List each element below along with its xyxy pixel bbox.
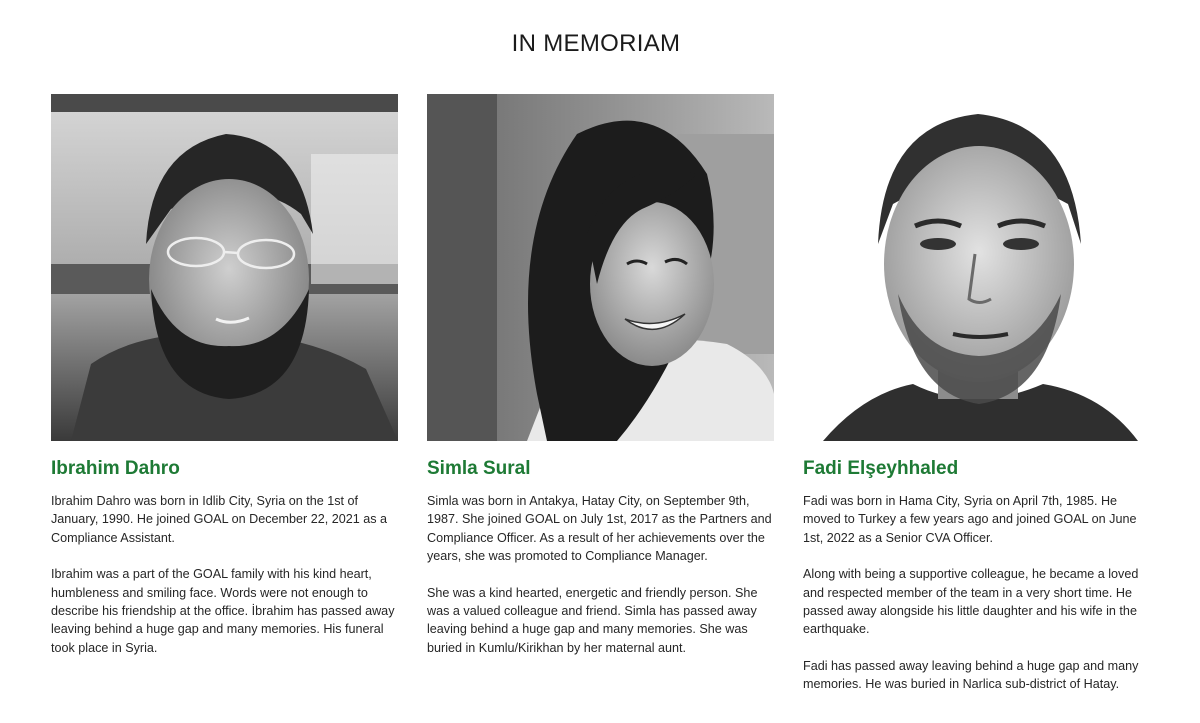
bio-paragraph: Ibrahim Dahro was born in Idlib City, Syria on the 1st of January, 1990. He joined GOAL on December 22, 2021 as a Compliance Assistant. [51, 494, 388, 545]
bio-paragraph: Ibrahim was a part of the GOAL family with his kind heart, humbleness and smiling face. Words were not enough to describe his friendship at the office. İbrahim has passed away leaving behind a huge gap and many memories. His funeral took place in Syria. [51, 567, 395, 655]
portrait-photo-ibrahim-dahro-image [51, 94, 398, 441]
bio-paragraph: Simla was born in Antakya, Hatay City, on September 9th, 1987. She joined GOAL on July 1st, 2017 as the Partners and Compliance Officer. As a result of her achievements over the years, she was promoted to Compliance Manager. [427, 494, 772, 564]
memorial-card-ibrahim-dahro [51, 94, 398, 657]
portrait-photo-fadi-elseyhhaled-image [803, 94, 1150, 441]
portrait-photo-ibrahim-dahro [51, 94, 398, 441]
portrait-photo-simla-sural-image [427, 94, 774, 441]
bio-paragraph: Along with being a supportive colleague, he became a loved and respected member of the team in a very short time. He passed away alongside his little daughter and his wife in the earthquake. [803, 567, 1139, 637]
bio-paragraph: Fadi was born in Hama City, Syria on April 7th, 1985. He moved to Turkey a few years ago and joined GOAL on June 1st, 2022 as a Senior CVA Officer. [803, 494, 1137, 545]
memorial-card-fadi-elseyhhaled [803, 94, 1150, 694]
portrait-photo-fadi-elseyhhaled [803, 94, 1150, 441]
bio-paragraph: She was a kind hearted, energetic and friendly person. She was a valued colleague and friend. Simla has passed away leaving behind a huge gap and many memories. She was buried in Kumlu/Kirikhan by her maternal aunt. [427, 585, 758, 655]
memorial-card-simla-sural [427, 94, 774, 657]
portrait-photo-simla-sural [427, 94, 774, 441]
person-name: Fadi Elşeyhhaled [803, 458, 959, 479]
person-name: Ibrahim Dahro [51, 458, 180, 479]
page-title: IN MEMORIAM [511, 30, 681, 57]
bio-paragraph: Fadi has passed away leaving behind a huge gap and many memories. He was buried in Narlica sub-district of Hatay. [803, 658, 1139, 692]
person-name: Simla Sural [427, 458, 531, 479]
